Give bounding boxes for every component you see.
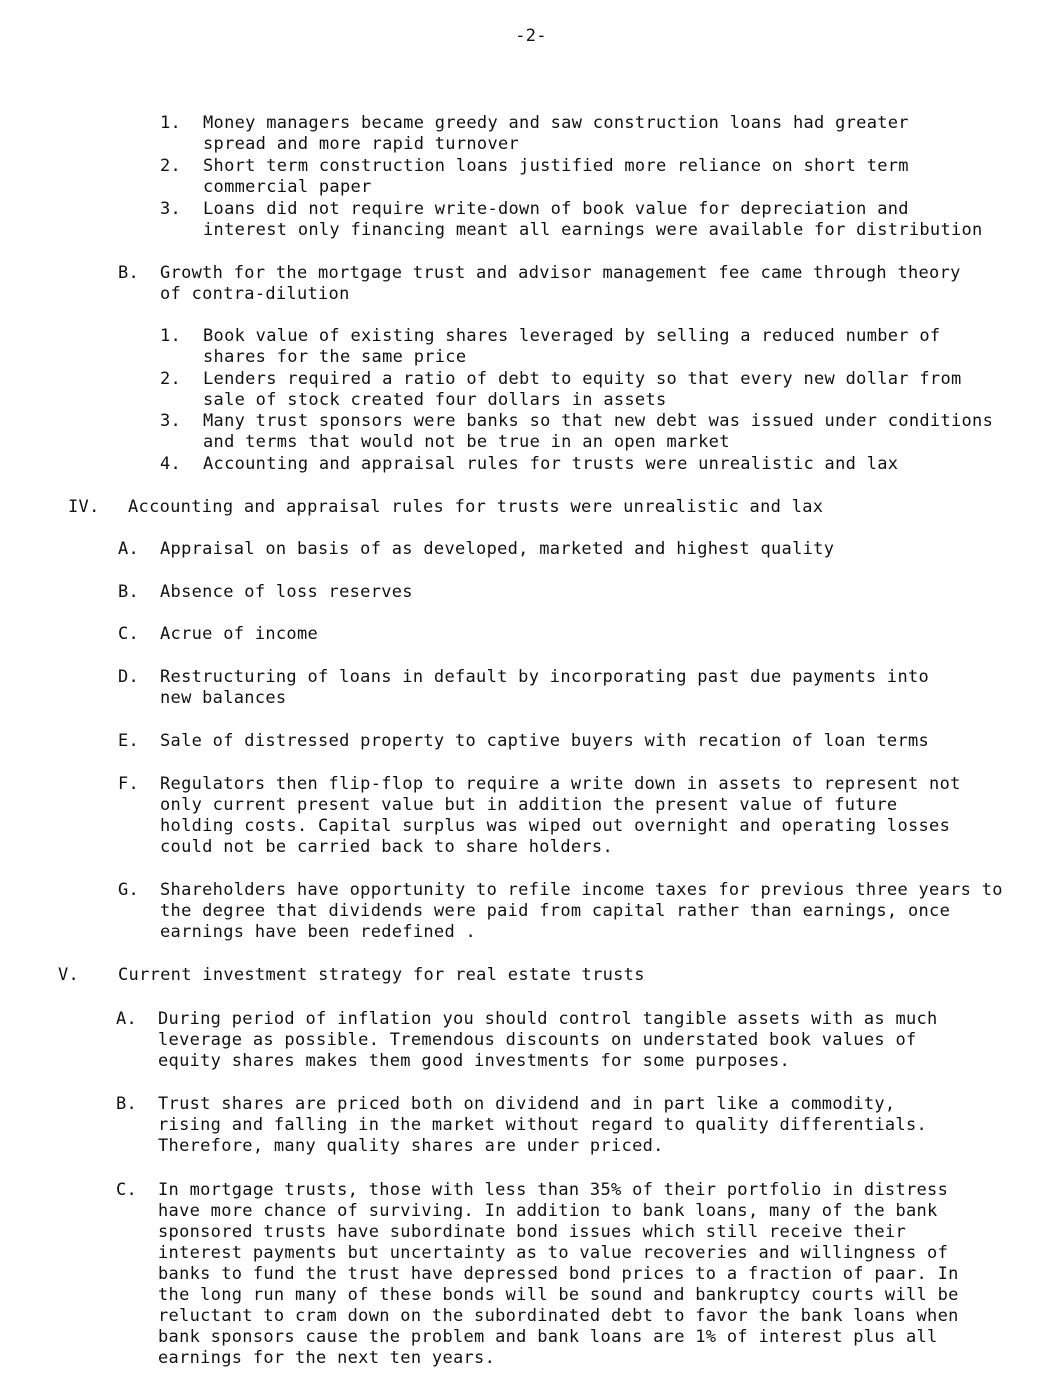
item-marker: 3. — [160, 411, 182, 431]
item-marker: B. — [118, 263, 140, 283]
list-item-b3 — [160, 411, 1040, 453]
item-marker: 1. — [160, 326, 182, 346]
section-item-iv-g — [118, 880, 1018, 943]
section-item-iv-b — [118, 582, 998, 603]
item-text: Accounting and appraisal rules for trusts were unrealistic and lax — [203, 454, 899, 474]
section-item-v-a — [116, 1009, 996, 1072]
item-text: Lenders required a ratio of debt to equity so that every new dollar from sale of stock created four dollars in assets — [203, 369, 962, 410]
item-text: Sale of distressed property to captive buyers with recation of loan terms — [160, 731, 930, 751]
list-item-a2 — [160, 156, 1020, 198]
item-marker: A. — [116, 1009, 138, 1029]
item-marker: G. — [118, 880, 140, 900]
section-item-v-c — [116, 1180, 996, 1369]
section-heading-v — [58, 965, 958, 986]
item-text: Trust shares are priced both on dividend and in part like a commodity, rising and falling in the market without regard to quality differentials. Therefore, many quality shares are under priced. — [158, 1094, 928, 1156]
item-text: Regulators then flip-flop to require a write down in assets to represent not only current present value but in addition the present value of future holding costs. Capital surplus was wiped out overnight and operating losses could not be carried back to share holders. — [160, 774, 961, 857]
section-item-iv-e — [118, 731, 998, 752]
item-text: Restructuring of loans in default by incorporating past due payments into new balances — [160, 667, 930, 708]
item-marker: D. — [118, 667, 140, 687]
item-text: Absence of loss reserves — [160, 582, 413, 602]
item-text: Shareholders have opportunity to refile income taxes for previous three years to the degree that dividends were paid from capital rather than earnings, once earnings have been redefined . — [160, 880, 1003, 942]
item-text: Current investment strategy for real estate trusts — [118, 965, 645, 985]
list-item-b2 — [160, 369, 1020, 411]
page-number: -2- — [515, 26, 547, 46]
item-text: In mortgage trusts, those with less than 35% of their portfolio in distress have more chance of surviving. In addition to bank loans, many of the bank sponsored trusts have subordinate bond issues which still receive their interest payments but uncertainty as to value recoveries and willingness of banks to fund the trust have depressed bond prices to a fraction of paar. In the long run many of these bonds will be sound and bankruptcy courts will be reluctant to cram down on the subordinated debt to favor the bank loans when bank sponsors cause the problem and bank loans are 1% of interest plus all earnings for the next ten years. — [158, 1180, 959, 1368]
item-marker: IV. — [68, 497, 100, 517]
item-text: Loans did not require write-down of book value for depreciation and interest only financing meant all earnings were available for distribution — [203, 199, 983, 240]
item-text: Appraisal on basis of as developed, marketed and highest quality — [160, 539, 835, 559]
item-marker: 2. — [160, 156, 182, 176]
item-marker: C. — [116, 1180, 138, 1200]
item-marker: 1. — [160, 113, 182, 133]
item-text: Accounting and appraisal rules for trusts were unrealistic and lax — [128, 497, 824, 517]
list-item-b4 — [160, 454, 1020, 475]
section-item-iv-f — [118, 774, 998, 858]
list-item-a1 — [160, 113, 1020, 155]
item-text: Short term construction loans justified more reliance on short term commercial paper — [203, 156, 909, 197]
item-marker: B. — [116, 1094, 138, 1114]
item-marker: A. — [118, 539, 140, 559]
item-text: Growth for the mortgage trust and advisor management fee came through theory of contra-dilution — [160, 263, 961, 304]
item-text: Book value of existing shares leveraged by selling a reduced number of shares for the same price — [203, 326, 941, 367]
section-item-b — [118, 263, 998, 305]
section-item-iv-d — [118, 667, 998, 709]
item-marker: 4. — [160, 454, 182, 474]
item-text: Many trust sponsors were banks so that new debt was issued under conditions and terms that would not be true in an open market — [203, 411, 994, 452]
list-item-a3 — [160, 199, 1020, 241]
item-text: Acrue of income — [160, 624, 319, 644]
item-marker: B. — [118, 582, 140, 602]
section-item-v-b — [116, 1094, 996, 1157]
item-marker: 2. — [160, 369, 182, 389]
item-text: During period of inflation you should control tangible assets with as much leverage as possible. Tremendous discounts on understated book values of equity shares makes them good investments for some purposes. — [158, 1009, 938, 1071]
item-marker: E. — [118, 731, 140, 751]
section-item-iv-a — [118, 539, 998, 560]
item-marker: F. — [118, 774, 140, 794]
item-marker: V. — [58, 965, 80, 985]
item-marker: C. — [118, 624, 140, 644]
section-heading-iv — [68, 497, 968, 518]
item-text: Money managers became greedy and saw construction loans had greater spread and more rapid turnover — [203, 113, 909, 154]
item-marker: 3. — [160, 199, 182, 219]
list-item-b1 — [160, 326, 1020, 368]
section-item-iv-c — [118, 624, 998, 645]
